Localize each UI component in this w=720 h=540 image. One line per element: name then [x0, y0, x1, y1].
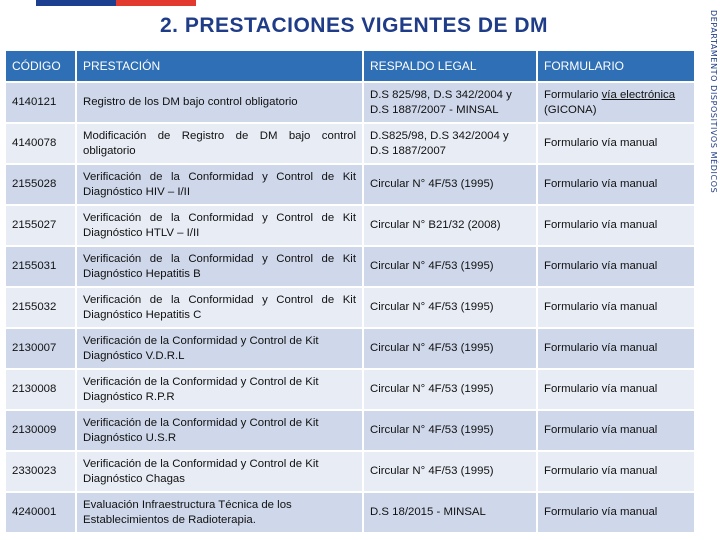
cell-formulario: Formulario vía manual [537, 369, 695, 410]
table-row [5, 82, 695, 123]
flag-blue-bar [36, 0, 116, 6]
cell-respaldo: D.S 825/98, D.S 342/2004 y D.S 1887/2007 - MINSAL [363, 82, 537, 123]
cell-formulario: Formulario vía manual [537, 246, 695, 287]
cell-formulario: Formulario vía manual [537, 451, 695, 492]
cell-prestacion: Verificación de la Conformidad y Control de Kit Diagnóstico HTLV – I/II [76, 205, 363, 246]
cell-prestacion: Verificación de la Conformidad y Control de Kit Diagnóstico V.D.R.L [76, 328, 363, 369]
department-side-label: DEPARTAMENTO DISPOSITIVOS MÉDICOS [709, 10, 718, 194]
cell-formulario: Formulario vía manual [537, 492, 695, 533]
cell-respaldo: D.S825/98, D.S 342/2004 y D.S 1887/2007 [363, 123, 537, 164]
cell-formulario: Formulario vía manual [537, 205, 695, 246]
cell-prestacion: Verificación de la Conformidad y Control de Kit Diagnóstico R.P.R [76, 369, 363, 410]
cell-prestacion: Registro de los DM bajo control obligatorio [76, 82, 363, 123]
cell-prestacion: Verificación de la Conformidad y Control de Kit Diagnóstico Hepatitis B [76, 246, 363, 287]
header-codigo: CÓDIGO [5, 50, 76, 82]
cell-codigo: 2155028 [5, 164, 76, 205]
cell-formulario: Formulario vía manual [537, 123, 695, 164]
table-row [5, 328, 695, 369]
cell-formulario: Formulario vía manual [537, 287, 695, 328]
cell-prestacion: Verificación de la Conformidad y Control de Kit Diagnóstico HIV – I/II [76, 164, 363, 205]
cell-respaldo: Circular N° 4F/53 (1995) [363, 246, 537, 287]
cell-codigo: 4140121 [5, 82, 76, 123]
cell-codigo: 2155027 [5, 205, 76, 246]
via-electronica-link[interactable]: vía electrónica [601, 88, 676, 101]
cell-prestacion: Modificación de Registro de DM bajo control obligatorio [76, 123, 363, 164]
cell-respaldo: Circular N° B21/32 (2008) [363, 205, 537, 246]
table-row [5, 369, 695, 410]
cell-formulario [537, 82, 695, 123]
cell-respaldo: Circular N° 4F/53 (1995) [363, 451, 537, 492]
formulario-suffix: (GICONA) [544, 103, 597, 116]
flag-red-bar [116, 0, 196, 6]
table-row [5, 451, 695, 492]
table-row [5, 287, 695, 328]
cell-respaldo: Circular N° 4F/53 (1995) [363, 287, 537, 328]
cell-respaldo: Circular N° 4F/53 (1995) [363, 164, 537, 205]
cell-respaldo: Circular N° 4F/53 (1995) [363, 410, 537, 451]
cell-formulario: Formulario vía manual [537, 410, 695, 451]
cell-formulario: Formulario vía manual [537, 164, 695, 205]
cell-prestacion: Verificación de la Conformidad y Control de Kit Diagnóstico U.S.R [76, 410, 363, 451]
formulario-text: Formulario [544, 88, 602, 101]
table-row [5, 123, 695, 164]
cell-codigo: 2155031 [5, 246, 76, 287]
table-row [5, 492, 695, 533]
table-row [5, 205, 695, 246]
cell-codigo: 2130008 [5, 369, 76, 410]
cell-respaldo: D.S 18/2015 - MINSAL [363, 492, 537, 533]
cell-formulario: Formulario vía manual [537, 328, 695, 369]
cell-prestacion: Verificación de la Conformidad y Control de Kit Diagnóstico Chagas [76, 451, 363, 492]
cell-respaldo: Circular N° 4F/53 (1995) [363, 369, 537, 410]
header-respaldo-legal: RESPALDO LEGAL [363, 50, 537, 82]
cell-codigo: 2330023 [5, 451, 76, 492]
cell-codigo: 2155032 [5, 287, 76, 328]
header-formulario: FORMULARIO [537, 50, 695, 82]
prestaciones-table [4, 49, 696, 534]
header-prestacion: PRESTACIÓN [76, 50, 363, 82]
cell-codigo: 2130007 [5, 328, 76, 369]
cell-respaldo: Circular N° 4F/53 (1995) [363, 328, 537, 369]
table-row [5, 410, 695, 451]
table-row [5, 246, 695, 287]
cell-codigo: 4140078 [5, 123, 76, 164]
table-row [5, 164, 695, 205]
prestaciones-table-container [4, 49, 694, 534]
page-title: 2. PRESTACIONES VIGENTES DE DM [159, 14, 548, 37]
cell-codigo: 2130009 [5, 410, 76, 451]
cell-codigo: 4240001 [5, 492, 76, 533]
cell-prestacion: Verificación de la Conformidad y Control de Kit Diagnóstico Hepatitis C [76, 287, 363, 328]
table-header-row [5, 50, 695, 82]
cell-prestacion: Evaluación Infraestructura Técnica de los Establecimientos de Radioterapia. [76, 492, 363, 533]
